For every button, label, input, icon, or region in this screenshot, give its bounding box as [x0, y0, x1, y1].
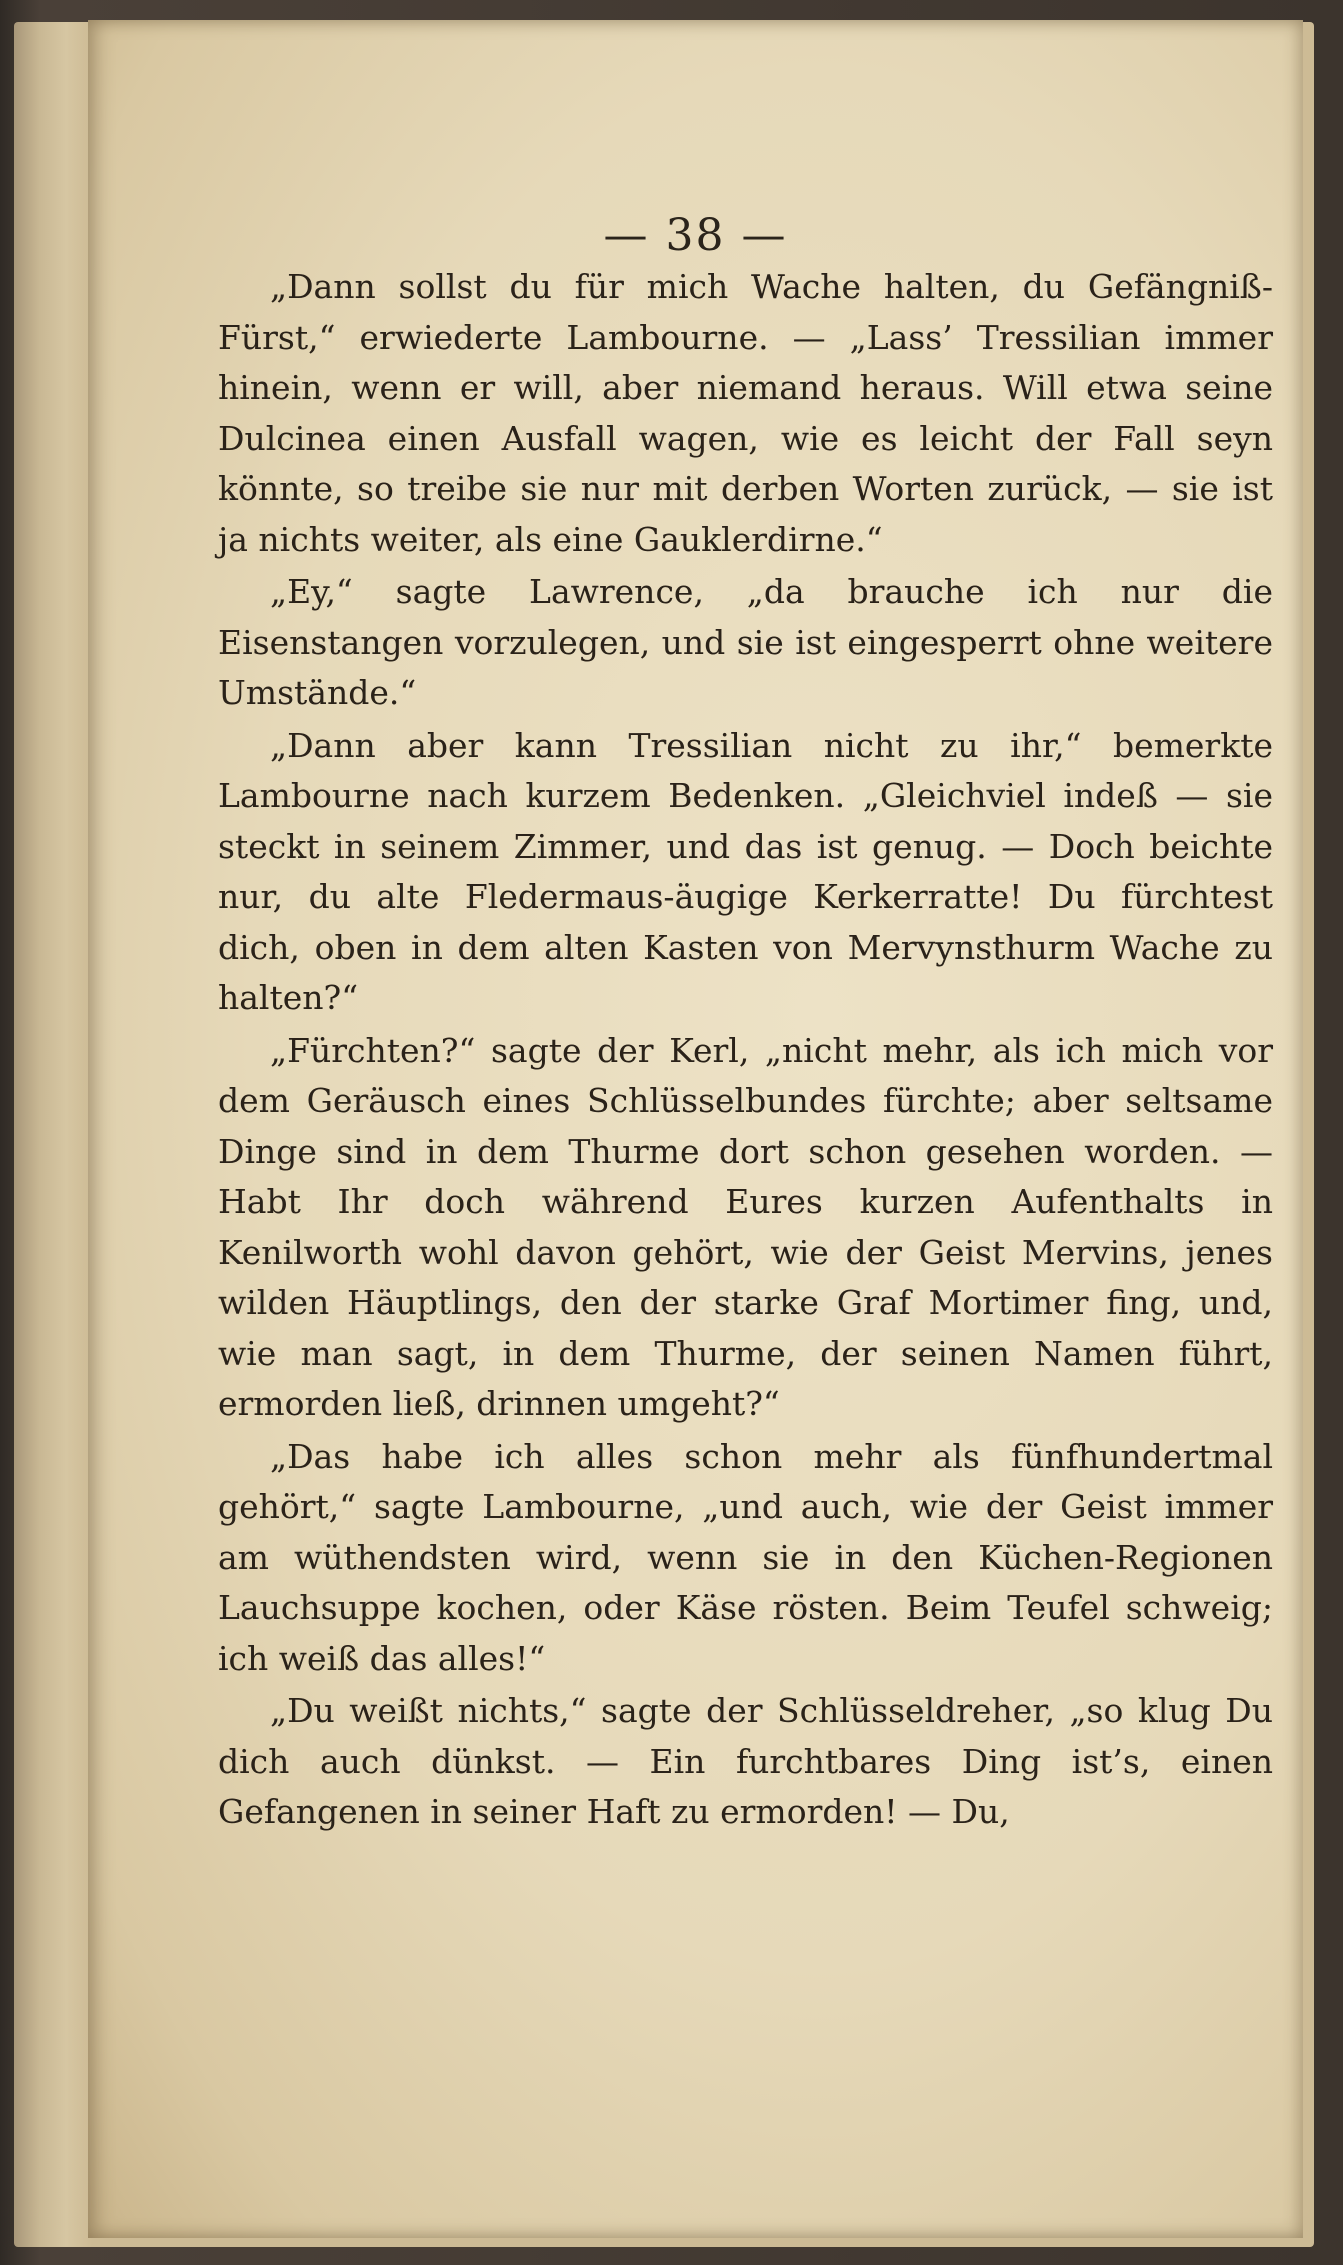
page-number: — 38 — — [603, 210, 788, 261]
paragraph: „Fürchten?“ sagte der Kerl, „nicht mehr, als ich mich vor dem Geräusch eines Schlüsselbundes fürchte; aber seltsame Dinge sind in dem Thurme dort schon gesehen worden. — Habt Ihr doch während Eures kurzen Aufenthalts in Kenilworth wohl davon gehört, wie der Geist Mervins, jenes wilden Häuptlings, den der starke Graf Mortimer fing, und, wie man sagt, in dem Thurme, der seinen Namen führt, ermorden ließ, drinnen umgeht?“ — [218, 1030, 1273, 1423]
paragraph: „Ey,“ sagte Lawrence, „da brauche ich nur die Eisenstangen vorzulegen, und sie ist eingesperrt ohne weitere Umstände.“ — [218, 572, 1273, 712]
paragraph: „Das habe ich alles schon mehr als fünfhundertmal gehört,“ sagte Lambourne, „und auch, wie der Geist immer am wüthendsten wird, wenn sie in den Küchen-Regionen Lauchsuppe kochen, oder Käse rösten. Beim Teufel schweig; ich weiß das alles!“ — [218, 1436, 1273, 1678]
page-text — [218, 262, 1273, 1838]
paragraph: „Dann aber kann Tressilian nicht zu ihr,“ bemerkte Lambourne nach kurzem Bedenken. „Gleichviel indeß — sie steckt in seinem Zimmer, und das ist genug. — Doch beichte nur, du alte Fledermaus-äugige Kerkerratte! Du fürchtest dich, oben in dem alten Kasten von Mervynsthurm Wache zu halten?“ — [218, 725, 1273, 1017]
paragraph: „Du weißt nichts,“ sagte der Schlüsseldreher, „so klug Du dich auch dünkst. — Ein furchtbares Ding ist’s, einen Gefangenen in seiner Haft zu ermorden! — Du, — [218, 1691, 1273, 1831]
paragraph: „Dann sollst du für mich Wache halten, du Gefängniß-Fürst,“ erwiederte Lambourne. — „Lass’ Tressilian immer hinein, wenn er will, aber niemand heraus. Will etwa seine Dulcinea einen Ausfall wagen, wie es leicht der Fall seyn könnte, so treibe sie nur mit derben Worten zurück, — sie ist ja nichts weiter, als eine Gauklerdirne.“ — [218, 267, 1273, 559]
